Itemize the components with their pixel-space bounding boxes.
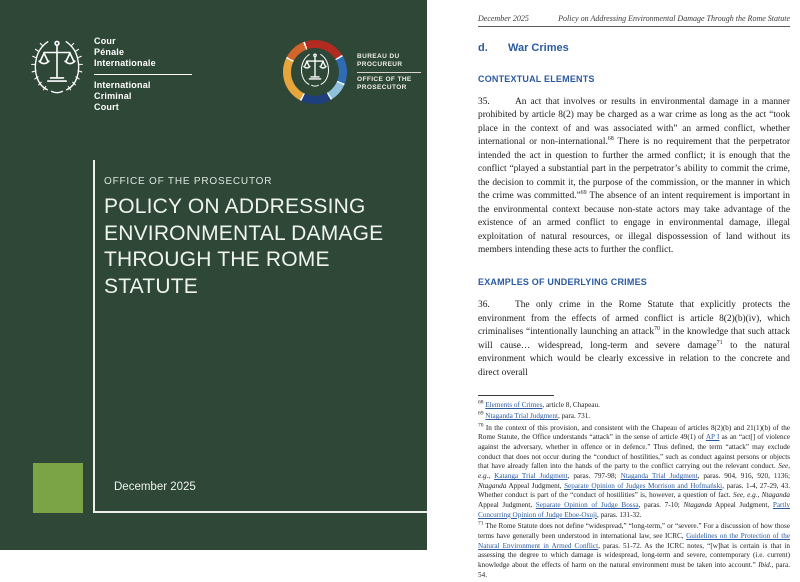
- text-segment: The absence of an intent requirement is important in the environmental context because non-state actors may take advantage of the existence of an armed conflict to engage in environmental damage, illegal exploitation of natural resources, or illegal dispossession of land without its members intending these acts to further the conflict.: [478, 191, 790, 255]
- running-head-date: December 2025: [478, 14, 529, 23]
- text-segment: Ibid.: [758, 560, 772, 569]
- text-segment: , paras. 797-98;: [567, 472, 621, 481]
- text-segment: , paras. 51-72. As the ICRC notes, “[w]hat is certain is that in assessing the degree to which damage is widespread, long-term and severe, contemporary (i.e. current) knowledge about the effects of harm on the natural environment must be taken into account.”: [478, 541, 790, 569]
- running-head: [478, 0, 790, 27]
- section-title: War Crimes: [508, 42, 569, 54]
- text-segment: , paras. 904, 916, 920, 1136;: [697, 472, 790, 481]
- text-segment: , paras. 7-10;: [638, 501, 684, 510]
- text-segment: An act that involves or results in environmental damage in a manner prohibited by article 8(2) may be charged as a war crime as long as the act “took place in the context of and was associated with” an armed conflict, whether international or non-international.: [478, 97, 790, 148]
- footnote-number: 71: [478, 520, 484, 527]
- paragraph-number: 35.: [478, 97, 490, 107]
- text-segment: See, e.g.: [733, 491, 758, 500]
- heading-contextual-elements: CONTEXTUAL ELEMENTS: [478, 74, 595, 84]
- footnote-ref[interactable]: 71: [716, 339, 723, 346]
- text-segment: to the natural environment which would be clearly excessive in relation to the concrete and direct overall: [478, 340, 790, 378]
- footnote-separator: [478, 395, 554, 396]
- paragraph-number: 36.: [478, 300, 490, 311]
- otp-label-english: OFFICE OF THE PROSECUTOR: [357, 75, 412, 91]
- footnote-number: 70: [478, 422, 484, 429]
- text-segment: , para. 54.: [478, 560, 790, 579]
- text-segment: See, e.g.: [478, 462, 790, 481]
- cover-date: December 2025: [114, 481, 196, 493]
- text-segment: Appeal Judgment,: [506, 481, 565, 490]
- text-segment: The only crime in the Rome Statute that explicitly protects the environment from the effects of armed conflict is article 8(2)(b)(iv), which criminalises “intentionally launching an attack: [478, 300, 790, 338]
- text-segment: ,: [757, 491, 762, 500]
- text-line: ENVIRONMENTAL DAMAGE: [104, 221, 384, 245]
- heading-examples-of-underlying-crimes: EXAMPLES OF UNDERLYING CRIMES: [478, 277, 647, 288]
- text-line: THROUGH THE ROME STATUTE: [104, 248, 330, 298]
- text-segment: Ntaganda: [478, 481, 507, 490]
- section-letter: d.: [478, 42, 488, 54]
- text-segment: ,: [488, 472, 495, 481]
- reference-link[interactable]: Guidelines on the Protection of the Natural Environment in Armed Conflict: [478, 531, 791, 550]
- reference-link[interactable]: Separate Opinion of Judge Bossa: [535, 501, 639, 510]
- icc-emblem-icon: [30, 36, 84, 96]
- footnote-number: 68: [478, 399, 484, 406]
- text-line: Court: [94, 102, 119, 112]
- text-segment: The Rome Statute does not define “widespread,” “long-term,” or “severe.” For a discussion of how those terms have generally been understood in international law, see ICRC,: [478, 522, 791, 540]
- text-segment: In the context of this provision, and consistent with the Chapeau of articles 8(2)(b) and 21(1)(b) of the Rome Statute, the Office understands “attack” in the sense of article 49(1) of: [478, 423, 791, 442]
- paragraph-36: [478, 299, 790, 380]
- reference-link[interactable]: Separate Opinion of Judges Morrison and Hofmański: [564, 481, 723, 490]
- footnotes: [478, 401, 790, 580]
- text-line: International: [94, 80, 151, 90]
- paragraph-35: [478, 96, 790, 257]
- cover-title: [104, 194, 427, 300]
- text-segment: , paras. 131-32.: [596, 510, 642, 519]
- document-page: [427, 0, 800, 579]
- text-segment: Ntaganda: [761, 491, 790, 500]
- cover-kicker: OFFICE OF THE PROSECUTOR: [104, 176, 273, 187]
- footnote-69: [478, 412, 790, 422]
- court-name: [94, 36, 192, 113]
- text-segment: There is no requirement that the perpetrator intended the act in question to further the armed conflict; it is enough that the conflict “played a substantial part in the perpetrator’s ability to commit the crime, the decision to commit it, the purpose of the commission, or the manner in which the crime was committed.”: [478, 137, 790, 202]
- icc-logo: [30, 36, 192, 113]
- text-line: Pénale: [94, 47, 125, 57]
- section-heading: [478, 42, 790, 54]
- footnote-number: 69: [478, 410, 484, 417]
- footnote-ref[interactable]: 68: [607, 136, 614, 143]
- court-name-french: [94, 36, 192, 75]
- reference-link[interactable]: Ntaganda Trial Judgment: [620, 472, 698, 481]
- text-segment: , paras. 1-4, 27-29, 43. Whether conduct is part of the “conduct of hostilities” is, however, a question of fact.: [478, 481, 790, 500]
- otp-ring-icon: [283, 40, 347, 104]
- reference-link[interactable]: Katanga Trial Judgment: [494, 472, 568, 481]
- accent-square: [33, 463, 83, 513]
- footnote-71: [478, 522, 790, 580]
- court-name-english: [94, 80, 192, 113]
- footnote-70: [478, 424, 790, 521]
- text-segment: Appeal Judgment,: [478, 501, 536, 510]
- text-line: Cour: [94, 36, 116, 46]
- reference-link[interactable]: Elements of Crimes: [485, 401, 543, 410]
- running-head-title: Policy on Addressing Environmental Damage Through the Rome Statute: [558, 14, 790, 23]
- otp-logo: [283, 40, 427, 104]
- otp-label: [357, 53, 427, 92]
- footnote-68: [478, 401, 790, 411]
- footnote-ref[interactable]: 70: [654, 326, 661, 333]
- text-segment: Appeal Judgment,: [711, 501, 773, 510]
- footnote-ref[interactable]: 69: [580, 190, 587, 197]
- scales-icon: [298, 51, 332, 93]
- text-segment: Ntaganda: [683, 501, 712, 510]
- reference-link[interactable]: Partly Concurring Opinion of Judge Eboe-Osuji: [478, 501, 790, 519]
- text-segment: , para. 731.: [557, 412, 591, 421]
- text-segment: , article 8, Chapeau.: [542, 401, 600, 410]
- text-segment: in the knowledge that such attack will cause… widespread, long-term and severe damage: [478, 327, 790, 351]
- text-segment: as an “act[] of violence against the adversary, whether in offence or in defence.” Thus defined, the term “attack” may exclude conduct that does not occur during the “conduct of hostilities,” such as conduct against persons or objects that have already fallen into the hands of the party to the conflict carrying out the relevant conduct.: [478, 433, 790, 471]
- text-line: Internationale: [94, 58, 156, 68]
- reference-link[interactable]: Ntaganda Trial Judgment: [485, 412, 558, 421]
- reference-link[interactable]: AP I: [705, 433, 720, 442]
- text-line: POLICY ON ADDRESSING: [104, 195, 366, 218]
- otp-label-french: BUREAU DU PROCUREUR: [357, 53, 421, 73]
- text-line: Criminal: [94, 91, 132, 101]
